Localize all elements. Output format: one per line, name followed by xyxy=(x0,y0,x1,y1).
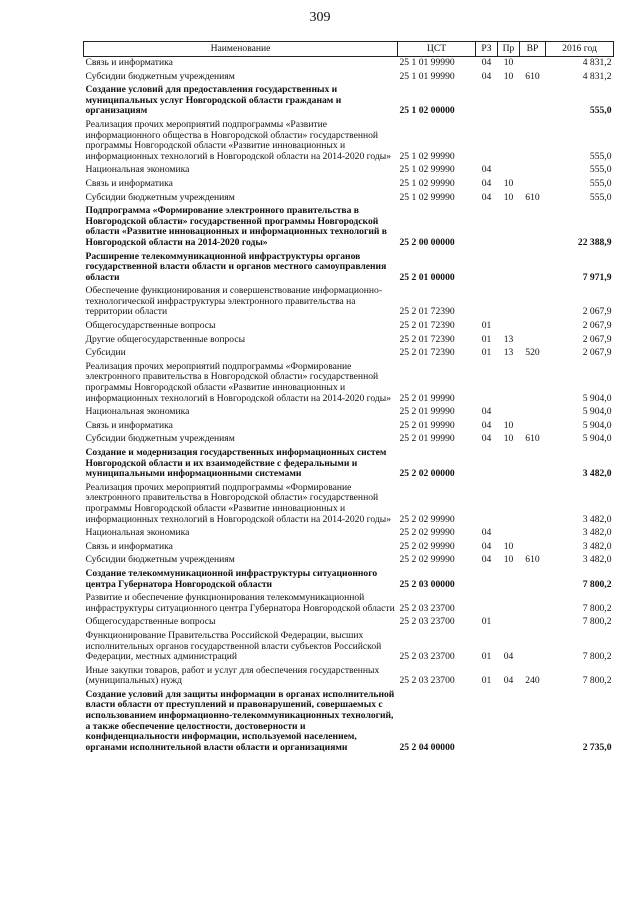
cell-pr: 10 xyxy=(503,70,514,82)
cell-vr: 610 xyxy=(525,191,540,203)
cell-cst: 25 2 02 99990 xyxy=(399,554,455,566)
cell-pr xyxy=(498,361,520,406)
cell-vr xyxy=(520,320,546,334)
cell-year: 5 904,0 xyxy=(582,419,612,431)
cell-vr xyxy=(520,527,546,541)
cell-name: Общегосударственные вопросы xyxy=(85,320,216,332)
cell-pr xyxy=(498,119,520,164)
cell-pr: 10 xyxy=(503,540,514,552)
table-row xyxy=(84,554,614,568)
cell-vr: 520 xyxy=(525,347,540,359)
table-row xyxy=(84,665,614,689)
table-body xyxy=(84,57,614,756)
cell-pr xyxy=(498,251,520,286)
cell-year: 7 800,2 xyxy=(582,602,612,614)
cell-cst: 25 1 02 99990 xyxy=(399,177,455,189)
cell-year: 3 482,0 xyxy=(582,540,612,552)
cell-vr xyxy=(520,616,546,630)
cell-year: 3 482,0 xyxy=(582,468,612,480)
cell-rz: 01 xyxy=(481,333,492,345)
cell-vr xyxy=(520,251,546,286)
cell-pr: 13 xyxy=(503,333,514,345)
page-number: 309 xyxy=(309,10,331,25)
cell-cst: 25 2 00 00000 xyxy=(399,236,455,248)
cell-cst: 25 2 01 99990 xyxy=(399,433,455,445)
cell-year: 555,0 xyxy=(589,164,612,176)
table-row xyxy=(84,630,614,665)
table-row xyxy=(84,361,614,406)
cell-cst: 25 2 01 99990 xyxy=(399,419,455,431)
cell-pr xyxy=(498,568,520,592)
header-rz: РЗ xyxy=(476,42,498,57)
table-row xyxy=(84,689,614,756)
table-row xyxy=(84,285,614,320)
cell-vr xyxy=(520,285,546,320)
cell-vr xyxy=(520,541,546,555)
cell-year: 3 482,0 xyxy=(582,513,612,525)
cell-cst: 25 1 01 99990 xyxy=(399,57,455,68)
cell-pr: 10 xyxy=(503,57,514,68)
cell-vr xyxy=(520,334,546,348)
cell-rz: 04 xyxy=(481,540,492,552)
cell-vr xyxy=(520,447,546,482)
table-row xyxy=(84,205,614,250)
cell-pr xyxy=(498,689,520,756)
cell-name: Создание и модернизация государственных информационных систем Новгородской области и их взаимодействие с федеральными и муниципальными информационными системами xyxy=(85,447,387,480)
cell-vr xyxy=(520,689,546,756)
cell-rz xyxy=(476,251,498,286)
header-year: 2016 год xyxy=(546,42,614,57)
cell-year: 7 800,2 xyxy=(582,616,612,628)
cell-year: 555,0 xyxy=(589,150,612,162)
cell-rz: 04 xyxy=(481,554,492,566)
table-header-row xyxy=(84,42,614,57)
cell-pr: 04 xyxy=(503,651,514,663)
cell-pr xyxy=(498,447,520,482)
cell-vr xyxy=(520,568,546,592)
table-row xyxy=(84,164,614,178)
cell-name: Создание телекоммуникационной инфраструктуры ситуационного центра Губернатора Новгородской области xyxy=(85,567,378,590)
cell-name: Другие общегосударственные вопросы xyxy=(85,333,246,345)
cell-name: Реализация прочих мероприятий подпрограммы «Формирование электронного правительства в Новгородской области» государственной программы Новгородской области «Развитие инновационных и информационных технологий в Новгородской области на 2014-2020 годы» xyxy=(85,360,391,404)
cell-name: Субсидии бюджетным учреждениям xyxy=(85,191,235,203)
cell-name: Иные закупки товаров, работ и услуг для обеспечения государственных (муниципальных) нужд xyxy=(85,664,380,687)
cell-cst: 25 2 01 99990 xyxy=(399,406,455,418)
cell-vr xyxy=(520,205,546,250)
cell-pr xyxy=(498,592,520,616)
cell-pr: 10 xyxy=(503,191,514,203)
cell-year: 7 800,2 xyxy=(582,651,612,663)
cell-vr: 610 xyxy=(525,433,540,445)
cell-name: Расширение телекоммуникационной инфраструктуры органов государственной власти области и органов местного самоуправления области xyxy=(85,250,387,283)
cell-vr xyxy=(520,178,546,192)
cell-cst: 25 2 04 00000 xyxy=(399,741,455,753)
cell-cst: 25 1 02 99990 xyxy=(399,191,455,203)
cell-cst: 25 2 01 72390 xyxy=(399,333,455,345)
table-row xyxy=(84,527,614,541)
cell-rz: 04 xyxy=(481,70,492,82)
table-row xyxy=(84,84,614,119)
table-row xyxy=(84,433,614,447)
table-row xyxy=(84,482,614,527)
cell-vr: 240 xyxy=(525,675,540,687)
cell-pr xyxy=(498,406,520,420)
cell-pr xyxy=(498,482,520,527)
cell-vr xyxy=(520,592,546,616)
cell-rz xyxy=(476,689,498,756)
cell-year: 2 735,0 xyxy=(582,741,612,753)
table-row xyxy=(84,119,614,164)
table-row xyxy=(84,192,614,206)
cell-rz xyxy=(476,205,498,250)
cell-cst: 25 2 03 23700 xyxy=(399,602,455,614)
table-row xyxy=(84,320,614,334)
cell-rz xyxy=(476,568,498,592)
cell-year: 2 067,9 xyxy=(582,333,612,345)
cell-year: 555,0 xyxy=(589,177,612,189)
cell-rz: 01 xyxy=(481,347,492,359)
cell-cst: 25 2 01 72390 xyxy=(399,320,455,332)
cell-name: Реализация прочих мероприятий подпрограммы «Развитие информационного общества в Новгородской области» государственной программы Новгородской области «Развитие инновационных и информационных технологий в Новгородской области на 2014-2020 годы» xyxy=(85,118,391,162)
cell-year: 4 831,2 xyxy=(582,70,612,82)
header-pr: Пр xyxy=(498,42,520,57)
header-vr: ВР xyxy=(520,42,546,57)
cell-vr xyxy=(520,406,546,420)
cell-year: 555,0 xyxy=(589,105,612,117)
table-row xyxy=(84,541,614,555)
cell-rz xyxy=(476,447,498,482)
table-row xyxy=(84,251,614,286)
cell-year: 555,0 xyxy=(589,191,612,203)
cell-rz: 04 xyxy=(481,177,492,189)
cell-cst: 25 2 01 72390 xyxy=(399,347,455,359)
cell-rz: 01 xyxy=(481,616,492,628)
table-row xyxy=(84,178,614,192)
budget-table xyxy=(83,41,614,755)
table-row xyxy=(84,447,614,482)
cell-cst: 25 1 02 00000 xyxy=(399,105,455,117)
table-row xyxy=(84,420,614,434)
cell-rz xyxy=(476,361,498,406)
cell-pr xyxy=(498,164,520,178)
cell-rz: 04 xyxy=(481,191,492,203)
cell-name: Национальная экономика xyxy=(85,527,190,539)
cell-name: Связь и информатика xyxy=(85,540,173,552)
cell-cst: 25 1 02 99990 xyxy=(399,150,455,162)
table-row xyxy=(84,406,614,420)
table-row xyxy=(84,347,614,361)
cell-year: 4 831,2 xyxy=(582,57,612,68)
cell-name: Связь и информатика xyxy=(85,419,173,431)
cell-name: Субсидии бюджетным учреждениям xyxy=(85,554,235,566)
table-row xyxy=(84,57,614,71)
cell-year: 5 904,0 xyxy=(582,433,612,445)
cell-year: 2 067,9 xyxy=(582,320,612,332)
cell-pr xyxy=(498,84,520,119)
cell-year: 2 067,9 xyxy=(582,347,612,359)
cell-rz: 01 xyxy=(481,651,492,663)
cell-name: Реализация прочих мероприятий подпрограммы «Формирование электронного правительства в Новгородской области» государственной программы Новгородской области «Развитие инновационных и информационных технологий в Новгородской области на 2014-2020 годы» xyxy=(85,481,391,525)
cell-year: 3 482,0 xyxy=(582,554,612,566)
cell-vr xyxy=(520,420,546,434)
cell-name: Субсидии бюджетным учреждениям xyxy=(85,70,235,82)
cell-pr: 13 xyxy=(503,347,514,359)
cell-rz xyxy=(476,482,498,527)
table-row xyxy=(84,592,614,616)
cell-name: Функционирование Правительства Российской Федерации, высших исполнительных органов государственной власти субъектов Российской Федерации, местных администраций xyxy=(85,629,382,663)
cell-name: Общегосударственные вопросы xyxy=(85,616,216,628)
cell-vr xyxy=(520,482,546,527)
cell-year: 7 800,2 xyxy=(582,578,612,590)
cell-cst: 25 2 02 99990 xyxy=(399,527,455,539)
cell-vr xyxy=(520,164,546,178)
cell-vr: 610 xyxy=(525,70,540,82)
cell-name: Субсидии xyxy=(85,347,126,359)
cell-year: 22 388,9 xyxy=(577,236,612,248)
cell-pr xyxy=(498,616,520,630)
cell-name: Связь и информатика xyxy=(85,177,173,189)
cell-name: Создание условий для предоставления государственных и муниципальных услуг Новгородской области гражданам и организациям xyxy=(85,84,342,117)
cell-pr: 04 xyxy=(503,675,514,687)
cell-name: Обеспечение функционирования и совершенствование информационно-технологической инфраструктуры электронного правительства на территории области xyxy=(85,285,383,318)
cell-pr: 10 xyxy=(503,554,514,566)
cell-pr xyxy=(498,320,520,334)
cell-cst: 25 2 03 00000 xyxy=(399,578,455,590)
cell-rz: 04 xyxy=(481,57,492,68)
cell-cst: 25 1 01 99990 xyxy=(399,70,455,82)
cell-name: Национальная экономика xyxy=(85,406,190,418)
cell-rz: 04 xyxy=(481,527,492,539)
cell-pr xyxy=(498,285,520,320)
cell-vr xyxy=(520,119,546,164)
cell-vr: 610 xyxy=(525,554,540,566)
cell-rz: 01 xyxy=(481,320,492,332)
cell-rz: 04 xyxy=(481,419,492,431)
cell-rz xyxy=(476,119,498,164)
table-row xyxy=(84,616,614,630)
header-cst: ЦСТ xyxy=(398,42,476,57)
cell-cst: 25 2 03 23700 xyxy=(399,616,455,628)
cell-name: Развитие и обеспечение функционирования телекоммуникационной инфраструктуры ситуационного центра Губернатора Новгородской области xyxy=(85,592,395,614)
cell-cst: 25 2 03 23700 xyxy=(399,651,455,663)
cell-rz: 01 xyxy=(481,675,492,687)
cell-cst: 25 2 02 99990 xyxy=(399,540,455,552)
cell-cst: 25 2 02 99990 xyxy=(399,513,455,525)
cell-cst: 25 2 03 23700 xyxy=(399,675,455,687)
cell-rz: 04 xyxy=(481,433,492,445)
cell-pr: 10 xyxy=(503,177,514,189)
cell-year: 5 904,0 xyxy=(582,406,612,418)
cell-name: Создание условий для защиты информации в органах исполнительной власти области от преступлений и правонарушений, совершаемых с использованием информационно-телекоммуникационных технологий, а также обеспечение целостности, достоверности и конфиденциальности информации, используемой населением, органами исполнительной власти области и организациями xyxy=(85,688,395,753)
cell-name: Связь и информатика xyxy=(85,57,173,68)
cell-rz xyxy=(476,84,498,119)
cell-name: Субсидии бюджетным учреждениям xyxy=(85,433,235,445)
table-row xyxy=(84,568,614,592)
cell-vr xyxy=(520,630,546,665)
cell-vr xyxy=(520,84,546,119)
cell-year: 7 800,2 xyxy=(582,675,612,687)
cell-cst: 25 2 01 99990 xyxy=(399,392,455,404)
cell-year: 7 971,9 xyxy=(582,271,612,283)
cell-cst: 25 2 01 00000 xyxy=(399,271,455,283)
cell-pr: 10 xyxy=(503,433,514,445)
cell-rz: 04 xyxy=(481,406,492,418)
cell-pr xyxy=(498,205,520,250)
cell-name: Подпрограмма «Формирование электронного правительства в Новгородской области» государственной программы Новгородской области «Развитие инновационных и информационных технологий в Новгородской области на 2014-2020 годы» xyxy=(85,205,387,248)
cell-year: 2 067,9 xyxy=(582,306,612,318)
cell-pr xyxy=(498,527,520,541)
table-row xyxy=(84,334,614,348)
cell-name: Национальная экономика xyxy=(85,164,190,176)
cell-rz xyxy=(476,592,498,616)
table-row xyxy=(84,71,614,85)
cell-cst: 25 2 01 72390 xyxy=(399,306,455,318)
cell-vr xyxy=(520,361,546,406)
cell-year: 5 904,0 xyxy=(582,392,612,404)
cell-year: 3 482,0 xyxy=(582,527,612,539)
header-name: Наименование xyxy=(84,42,398,57)
cell-cst: 25 1 02 99990 xyxy=(399,164,455,176)
cell-pr: 10 xyxy=(503,419,514,431)
cell-rz xyxy=(476,285,498,320)
cell-rz: 04 xyxy=(481,164,492,176)
cell-vr xyxy=(520,57,546,71)
cell-cst: 25 2 02 00000 xyxy=(399,468,455,480)
